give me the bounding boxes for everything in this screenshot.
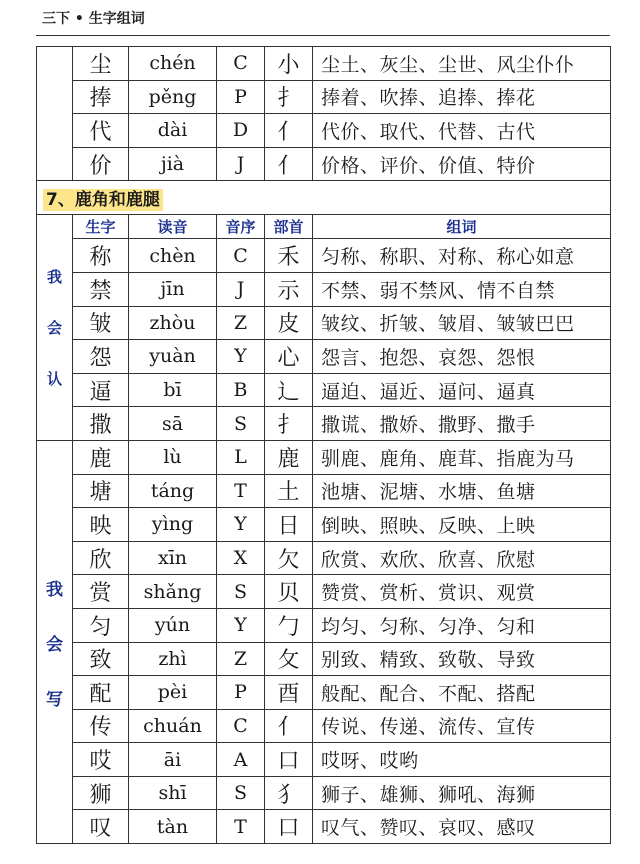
pinyin-cell: bī (129, 373, 217, 407)
group-label-write-char: 我 (46, 579, 63, 600)
pinyin-cell: dài (129, 114, 217, 148)
initial-cell: T (217, 474, 265, 508)
table-row (37, 709, 611, 743)
initial-cell: P (217, 676, 265, 710)
pinyin-cell: chèn (129, 239, 217, 273)
words-cell: 别致、精致、致敬、导致 (313, 642, 611, 676)
initial-cell: S (217, 776, 265, 810)
words-cell: 般配、配合、不配、搭配 (313, 676, 611, 710)
words-cell: 皱纹、折皱、皱眉、皱皱巴巴 (313, 306, 611, 340)
radical-cell: 亻 (265, 147, 313, 181)
initial-cell: Z (217, 642, 265, 676)
initial-cell: P (217, 80, 265, 114)
initial-cell: D (217, 114, 265, 148)
table-row (37, 541, 611, 575)
char-cell: 尘 (73, 47, 129, 81)
words-cell: 欣赏、欢欣、欣喜、欣慰 (313, 541, 611, 575)
page-header-title: 三下 • 生字组词 (42, 11, 145, 27)
char-cell: 配 (73, 676, 129, 710)
initial-cell: T (217, 810, 265, 844)
words-cell: 怨言、抱怨、哀怨、怨恨 (313, 340, 611, 374)
char-cell: 捧 (73, 80, 129, 114)
initial-cell: C (217, 239, 265, 273)
words-cell: 池塘、泥塘、水塘、鱼塘 (313, 474, 611, 508)
words-cell: 不禁、弱不禁风、情不自禁 (313, 272, 611, 306)
pinyin-cell: pěng (129, 80, 217, 114)
table-row (37, 676, 611, 710)
table-row (37, 810, 611, 844)
table-row (37, 47, 611, 81)
pinyin-cell: tàn (129, 810, 217, 844)
vocab-table (36, 46, 611, 844)
radical-cell: 亻 (265, 709, 313, 743)
table-row (37, 306, 611, 340)
table-row (37, 114, 611, 148)
pinyin-cell: táng (129, 474, 217, 508)
char-cell: 狮 (73, 776, 129, 810)
table-row (37, 373, 611, 407)
lesson-title: 7、鹿角和鹿腿 (43, 189, 163, 211)
group-label-recognize (37, 215, 73, 441)
table-row (37, 440, 611, 474)
initial-cell: Y (217, 608, 265, 642)
initial-cell: B (217, 373, 265, 407)
radical-cell: 口 (265, 743, 313, 777)
initial-cell: Y (217, 340, 265, 374)
pinyin-cell: yuàn (129, 340, 217, 374)
radical-cell: 禾 (265, 239, 313, 273)
radical-cell: 心 (265, 340, 313, 374)
radical-cell: 皮 (265, 306, 313, 340)
initial-cell: Z (217, 306, 265, 340)
char-cell: 致 (73, 642, 129, 676)
pinyin-cell: yìng (129, 508, 217, 542)
initial-cell: Y (217, 508, 265, 542)
vocab-table-body (37, 47, 611, 844)
column-header-pinyin: 读音 (129, 215, 217, 239)
pinyin-cell: shī (129, 776, 217, 810)
group-label-recognize-char: 会 (46, 319, 62, 338)
header-divider (36, 35, 610, 36)
radical-cell: 鹿 (265, 440, 313, 474)
words-cell: 匀称、称职、对称、称心如意 (313, 239, 611, 273)
column-header-initial: 音序 (217, 215, 265, 239)
table-row (37, 340, 611, 374)
char-cell: 鹿 (73, 440, 129, 474)
radical-cell: 欠 (265, 541, 313, 575)
radical-cell: 贝 (265, 575, 313, 609)
pinyin-cell: lù (129, 440, 217, 474)
table-row (37, 743, 611, 777)
table-row (37, 508, 611, 542)
char-cell: 怨 (73, 340, 129, 374)
words-cell: 代价、取代、代替、古代 (313, 114, 611, 148)
pinyin-cell: āi (129, 743, 217, 777)
char-cell: 代 (73, 114, 129, 148)
pinyin-cell: xīn (129, 541, 217, 575)
radical-cell: 攵 (265, 642, 313, 676)
char-cell: 禁 (73, 272, 129, 306)
char-cell: 价 (73, 147, 129, 181)
group-label-empty (37, 47, 73, 181)
pinyin-cell: pèi (129, 676, 217, 710)
radical-cell: 酉 (265, 676, 313, 710)
table-row (37, 474, 611, 508)
words-cell: 价格、评价、价值、特价 (313, 147, 611, 181)
table-row (37, 272, 611, 306)
column-header-row (37, 215, 611, 239)
group-label-write (37, 440, 73, 843)
table-row (37, 80, 611, 114)
char-cell: 赏 (73, 575, 129, 609)
pinyin-cell: yún (129, 608, 217, 642)
radical-cell: 辶 (265, 373, 313, 407)
table-row (37, 407, 611, 441)
initial-cell: A (217, 743, 265, 777)
char-cell: 塘 (73, 474, 129, 508)
radical-cell: 土 (265, 474, 313, 508)
table-row (37, 776, 611, 810)
radical-cell: 扌 (265, 407, 313, 441)
char-cell: 皱 (73, 306, 129, 340)
words-cell: 捧着、吹捧、追捧、捧花 (313, 80, 611, 114)
char-cell: 撒 (73, 407, 129, 441)
radical-cell: 示 (265, 272, 313, 306)
initial-cell: J (217, 272, 265, 306)
char-cell: 传 (73, 709, 129, 743)
initial-cell: S (217, 407, 265, 441)
pinyin-cell: chén (129, 47, 217, 81)
words-cell: 尘土、灰尘、尘世、风尘仆仆 (313, 47, 611, 81)
radical-cell: 犭 (265, 776, 313, 810)
pinyin-cell: zhòu (129, 306, 217, 340)
pinyin-cell: chuán (129, 709, 217, 743)
char-cell: 匀 (73, 608, 129, 642)
words-cell: 哎呀、哎哟 (313, 743, 611, 777)
char-cell: 逼 (73, 373, 129, 407)
words-cell: 驯鹿、鹿角、鹿茸、指鹿为马 (313, 440, 611, 474)
words-cell: 逼迫、逼近、逼问、逼真 (313, 373, 611, 407)
radical-cell: 口 (265, 810, 313, 844)
table-row (37, 608, 611, 642)
radical-cell: 勹 (265, 608, 313, 642)
initial-cell: C (217, 709, 265, 743)
column-header-char: 生字 (73, 215, 129, 239)
words-cell: 均匀、匀称、匀净、匀和 (313, 608, 611, 642)
char-cell: 欣 (73, 541, 129, 575)
group-label-write-char: 会 (46, 634, 63, 655)
table-row (37, 239, 611, 273)
radical-cell: 日 (265, 508, 313, 542)
pinyin-cell: sā (129, 407, 217, 441)
char-cell: 称 (73, 239, 129, 273)
pinyin-cell: jīn (129, 272, 217, 306)
table-row (37, 642, 611, 676)
lesson-title-cell (37, 181, 611, 215)
lesson-title-row (37, 181, 611, 215)
initial-cell: J (217, 147, 265, 181)
initial-cell: L (217, 440, 265, 474)
radical-cell: 小 (265, 47, 313, 81)
pinyin-cell: shǎng (129, 575, 217, 609)
column-header-words: 组词 (313, 215, 611, 239)
group-label-write-char: 写 (46, 689, 63, 710)
group-label-recognize-char: 认 (46, 370, 62, 389)
words-cell: 叹气、赞叹、哀叹、感叹 (313, 810, 611, 844)
char-cell: 叹 (73, 810, 129, 844)
table-row (37, 147, 611, 181)
radical-cell: 亻 (265, 114, 313, 148)
initial-cell: X (217, 541, 265, 575)
pinyin-cell: jià (129, 147, 217, 181)
words-cell: 撒谎、撒娇、撒野、撒手 (313, 407, 611, 441)
words-cell: 倒映、照映、反映、上映 (313, 508, 611, 542)
words-cell: 狮子、雄狮、狮吼、海狮 (313, 776, 611, 810)
char-cell: 哎 (73, 743, 129, 777)
table-row (37, 575, 611, 609)
initial-cell: S (217, 575, 265, 609)
column-header-radical: 部首 (265, 215, 313, 239)
words-cell: 传说、传递、流传、宣传 (313, 709, 611, 743)
pinyin-cell: zhì (129, 642, 217, 676)
words-cell: 赞赏、赏析、赏识、观赏 (313, 575, 611, 609)
group-label-recognize-char: 我 (46, 268, 62, 287)
char-cell: 映 (73, 508, 129, 542)
radical-cell: 扌 (265, 80, 313, 114)
initial-cell: C (217, 47, 265, 81)
